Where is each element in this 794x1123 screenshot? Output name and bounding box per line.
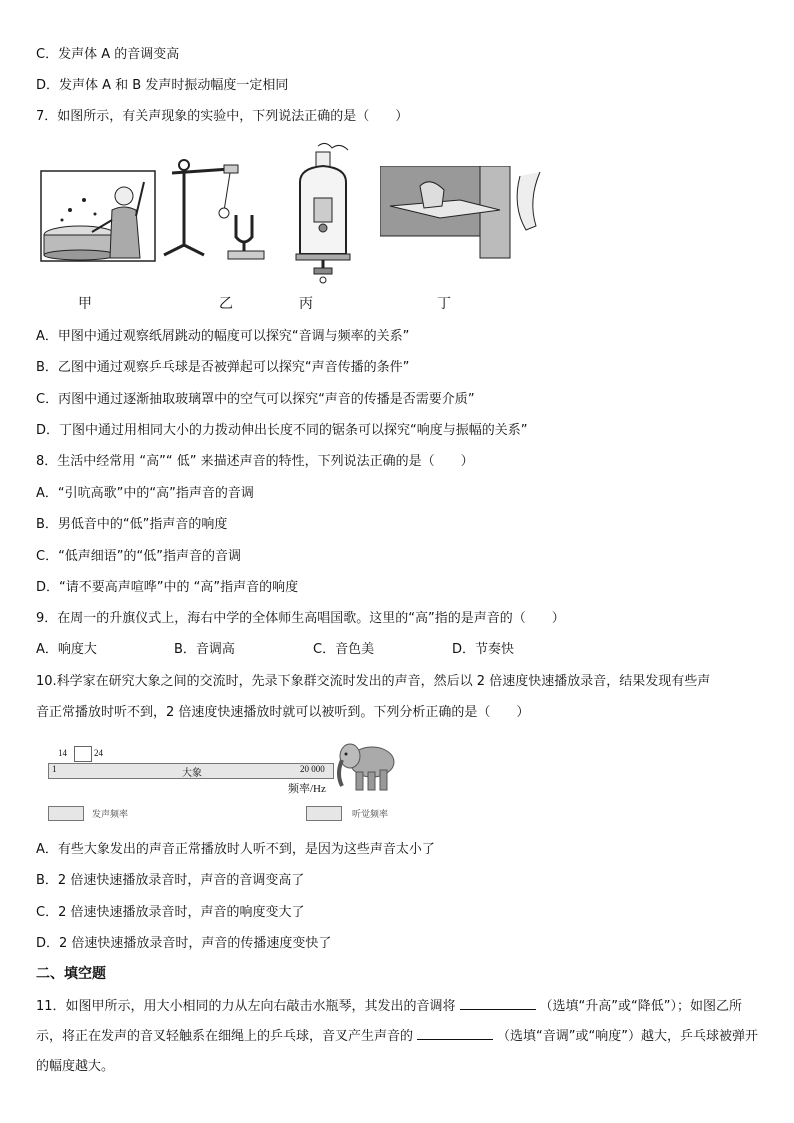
- q10-option-c: C．2 倍速快速播放录音时，声音的响度变大了: [36, 905, 305, 920]
- elephant-illustration: [334, 736, 398, 794]
- figure-ding-saw-blade: [380, 166, 545, 262]
- q8-option-b: B．男低音中的“低”指声音的响度: [36, 517, 228, 532]
- figure-bing-bell-jar: [292, 142, 356, 284]
- legend-hear-swatch: [306, 806, 342, 821]
- q9-option-d: D．节奏快: [452, 642, 515, 657]
- q11-part2: （选填“升高”或“降低”）；如图乙所示，将正在发声的音叉轻触系在细绳上的乒乓球，音叉产生声音的: [36, 999, 742, 1044]
- q11-part1: 11．如图甲所示，用大小相同的力从左向右敲击水瓶琴，其发出的音调将: [36, 999, 456, 1014]
- elephant-emit-band: [74, 746, 92, 762]
- q7-option-b: B．乙图中通过观察乒乓球是否被弹起可以探究“声音传播的条件”: [36, 360, 410, 375]
- q10-option-a: A．有些大象发出的声音正常播放时人听不到，是因为这些声音太小了: [36, 842, 435, 857]
- tick-20000: 20 000: [300, 764, 325, 774]
- q10-option-b: B．2 倍速快速播放录音时，声音的音调变高了: [36, 873, 305, 888]
- q11-blank-2[interactable]: [417, 1027, 493, 1040]
- q6-option-c: C．发声体 A 的音调变高: [36, 47, 180, 62]
- legend-emit-swatch: [48, 806, 84, 821]
- q10-stem-line2: 音正常播放时听不到，2 倍速度快速播放时就可以被听到。下列分析正确的是（ ）: [36, 705, 530, 720]
- q11-part3: （选填“音调”或“响度”）越大，乒乓球被弹开的幅度越大。: [36, 1029, 758, 1074]
- label-elephant: 大象: [182, 768, 202, 779]
- q7-stem: 7．如图所示，有关声现象的实验中，下列说法正确的是（ ）: [36, 109, 409, 124]
- section-title-fill-in: 二、填空题: [36, 966, 106, 982]
- q6-option-d: D．发声体 A 和 B 发声时振动幅度一定相同: [36, 78, 289, 93]
- fig-label-ding: 丁: [437, 296, 451, 312]
- q8-option-a: A．“引吭高歌”中的“高”指声音的音调: [36, 486, 254, 501]
- fig-label-jia: 甲: [78, 296, 92, 312]
- fig-label-yi: 乙: [219, 296, 233, 312]
- q8-option-c: C．“低声细语”的“低”指声音的音调: [36, 549, 242, 564]
- q8-stem: 8．生活中经常用 “高”“ 低” 来描述声音的特性，下列说法正确的是（ ）: [36, 454, 474, 469]
- axis-label: 频率/Hz: [288, 783, 326, 795]
- q7-option-a: A．甲图中通过观察纸屑跳动的幅度可以探究“音调与频率的关系”: [36, 329, 410, 344]
- q7-option-c: C．丙图中通过逐渐抽取玻璃罩中的空气可以探究“声音的传播是否需要介质”: [36, 392, 475, 407]
- q9-option-b: B．音调高: [174, 642, 235, 657]
- legend-emit-label: 发声频率: [92, 810, 129, 820]
- q7-option-d: D．丁图中通过用相同大小的力拨动伸出长度不同的锯条可以探究“响度与振幅的关系”: [36, 423, 528, 438]
- tick-14: 14: [58, 748, 67, 758]
- legend-hear-label: 听觉频率: [352, 810, 389, 820]
- tick-1: 1: [52, 764, 57, 774]
- q8-option-d: D．“请不要高声喧哗”中的 “高”指声音的响度: [36, 580, 299, 595]
- tick-24: 24: [94, 748, 103, 758]
- figure-yi-tuning-fork: [160, 155, 270, 265]
- q10-stem-line1: 10.科学家在研究大象之间的交流时，先录下象群交流时发出的声音，然后以 2 倍速度快速播放录音，结果发现有些声: [36, 674, 711, 689]
- q9-option-a: A．响度大: [36, 642, 97, 657]
- fig-label-bing: 丙: [299, 296, 313, 312]
- q10-option-d: D．2 倍速快速播放录音时，声音的传播速度变快了: [36, 936, 332, 951]
- figure-jia-drum: [40, 170, 156, 262]
- q11-blank-1[interactable]: [460, 997, 536, 1010]
- q9-stem: 9．在周一的升旗仪式上，海右中学的全体师生高唱国歌。这里的“高”指的是声音的（ ）: [36, 611, 565, 626]
- q11-paragraph: [36, 992, 760, 1082]
- q9-option-c: C．音色美: [313, 642, 375, 657]
